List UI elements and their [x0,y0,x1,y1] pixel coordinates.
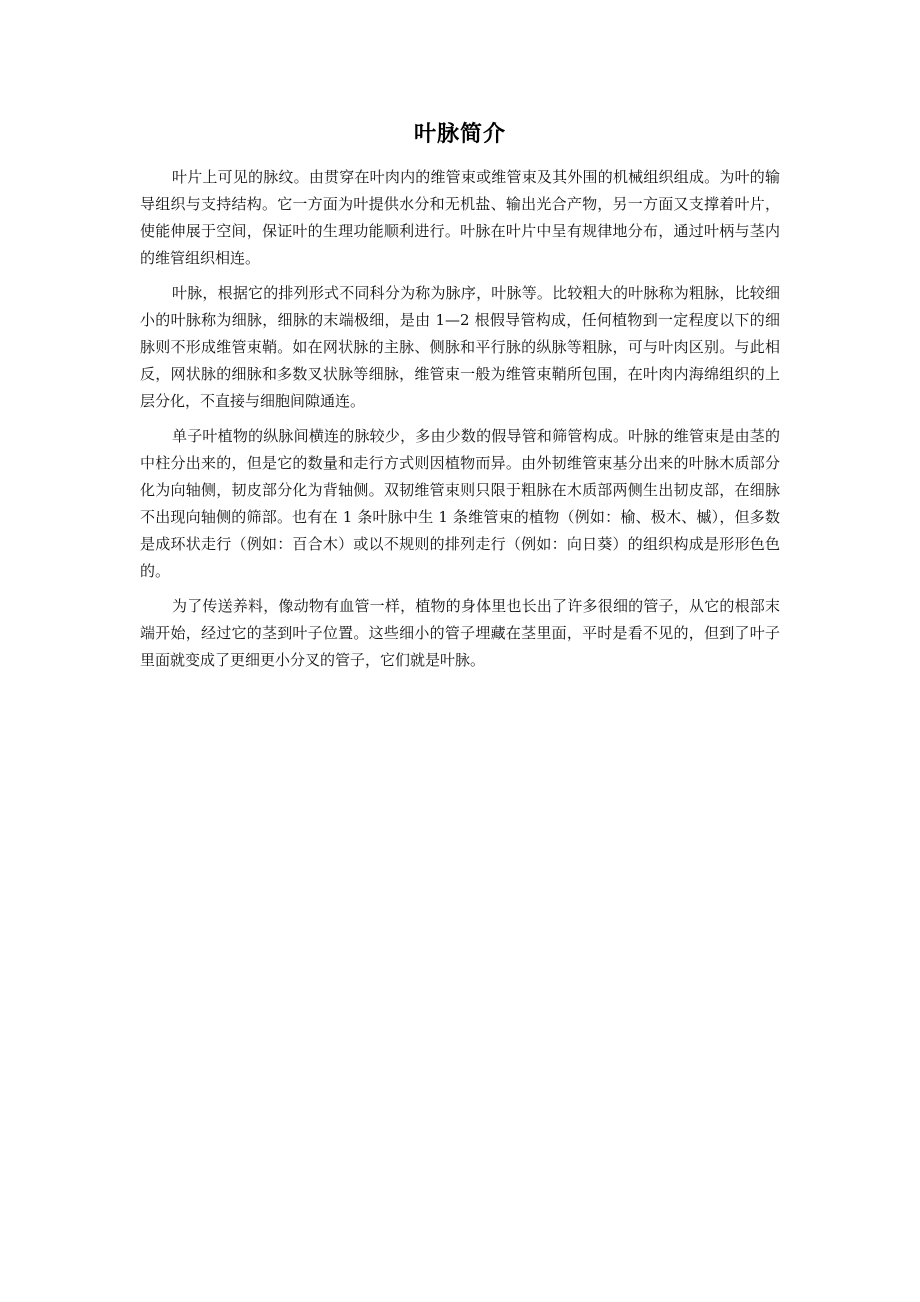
paragraph-3: 单子叶植物的纵脉间横连的脉较少，多由少数的假导管和筛管构成。叶脉的维管束是由茎的中柱分出来的，但是它的数量和走行方式则因植物而异。由外韧维管束基分出来的叶脉木质部分化为向轴侧，韧皮部分化为背轴侧。双韧维管束则只限于粗脉在木质部两侧生出韧皮部，在细脉不出现向轴侧的筛部。也有在 1 条叶脉中生 1 条维管束的植物（例如：榆、极木、槭），但多数是成环状走行（例如：百合木）或以不规则的排列走行（例如：向日葵）的组织构成是形形色色的。 [140,427,780,580]
document-title: 叶脉简介 [413,122,506,147]
document-body [140,118,780,682]
paragraph-2: 叶脉，根据它的排列形式不同科分为称为脉序，叶脉等。比较粗大的叶脉称为粗脉，比较细小的叶脉称为细脉，细脉的末端极细，是由 1—2 根假导管构成，任何植物到一定程度以下的细脉则不形成维管束鞘。如在网状脉的主脉、侧脉和平行脉的纵脉等粗脉，可与叶肉区别。与此相反，网状脉的细脉和多数叉状脉等细脉，维管束一般为维管束鞘所包围，在叶肉内海绵组织的上层分化，不直接与细胞间隙通连。 [140,284,780,410]
paragraph-4: 为了传送养料，像动物有血管一样，植物的身体里也长出了许多很细的管子，从它的根部末端开始，经过它的茎到叶子位置。这些细小的管子埋藏在茎里面，平时是看不见的，但到了叶子里面就变成了更细更小分叉的管子，它们就是叶脉。 [140,597,780,669]
paragraph-1: 叶片上可见的脉纹。由贯穿在叶肉内的维管束或维管束及其外围的机械组织组成。为叶的输导组织与支持结构。它一方面为叶提供水分和无机盐、输出光合产物，另一方面又支撑着叶片，使能伸展于空间，保证叶的生理功能顺利进行。叶脉在叶片中呈有规律地分布，通过叶柄与茎内的维管组织相连。 [140,168,780,267]
